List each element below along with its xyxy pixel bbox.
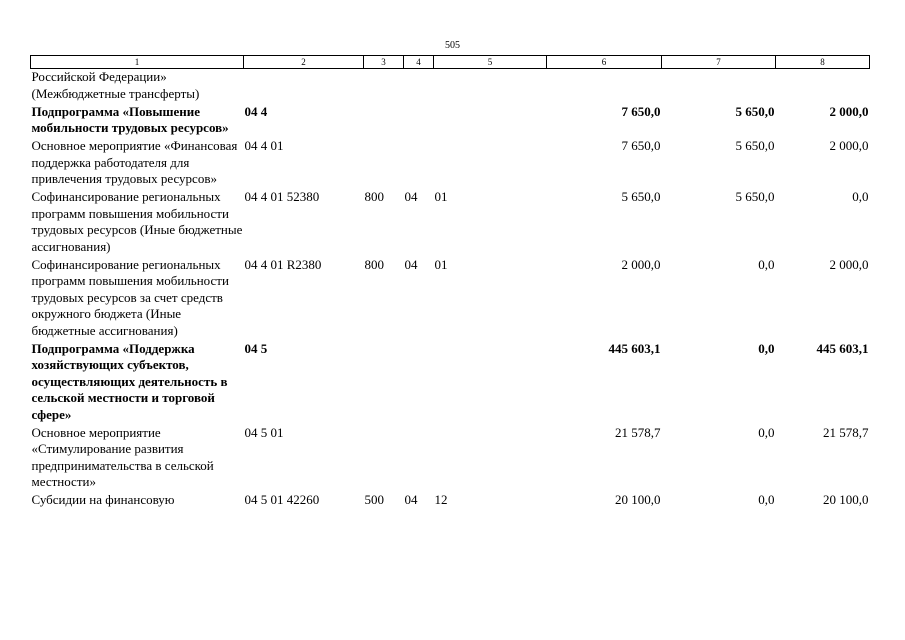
row-code: 04 4 01 52380 <box>244 189 320 204</box>
row-col5 <box>434 341 547 425</box>
header-row <box>31 56 870 69</box>
row-name: Подпрограмма «Поддержка хозяйствующих субъектов, осуществляющих деятельность в сельской местности и торговой сфере» <box>31 340 228 422</box>
row-value-7: 0,0 <box>758 340 775 356</box>
row-col4 <box>404 104 434 139</box>
table-row <box>31 257 870 341</box>
row-value-8: 445 603,1 <box>816 340 869 356</box>
header-col-3: 3 <box>364 56 404 69</box>
table-row <box>31 138 870 189</box>
row-col4: 04 <box>404 189 418 204</box>
budget-table <box>30 55 870 510</box>
row-code: 04 5 <box>244 340 268 356</box>
row-code <box>244 69 364 104</box>
table-row <box>31 425 870 493</box>
row-col5 <box>434 138 547 189</box>
table-row <box>31 104 870 139</box>
row-value-8: 20 100,0 <box>823 492 869 507</box>
row-value-7: 0,0 <box>758 256 775 272</box>
table-row <box>31 492 870 510</box>
row-col5 <box>434 425 547 493</box>
row-value-8: 2 000,0 <box>829 256 869 272</box>
row-col5: 01 <box>434 256 448 272</box>
row-name: Софинансирование региональных программ повышения мобильности трудовых ресурсов (Иные бюджетные ассигнования) <box>31 189 243 254</box>
header-col-5: 5 <box>434 56 547 69</box>
row-value-6: 7 650,0 <box>621 138 661 153</box>
row-col4: 04 <box>404 256 418 272</box>
header-col-6: 6 <box>547 56 662 69</box>
row-value-6: 5 650,0 <box>621 189 661 204</box>
row-value-7: 0,0 <box>758 424 775 440</box>
row-value-6 <box>547 69 662 104</box>
row-name: Российской Федерации» (Межбюджетные трансферты) <box>31 69 200 101</box>
row-col3: 800 <box>364 256 384 272</box>
row-value-7 <box>662 69 776 104</box>
row-value-8: 0,0 <box>852 189 869 204</box>
table-row <box>31 341 870 425</box>
row-name: Основное мероприятие «Финансовая поддержка работодателя для привлечения трудовых ресурсов» <box>31 138 238 186</box>
row-col3 <box>364 341 404 425</box>
row-col5 <box>434 104 547 139</box>
row-name: Субсидии на финансовую <box>31 492 175 507</box>
row-value-6: 7 650,0 <box>621 103 661 119</box>
row-code: 04 4 01 <box>244 138 284 153</box>
row-value-6: 445 603,1 <box>608 340 661 356</box>
row-col5: 01 <box>434 189 448 204</box>
row-value-8: 2 000,0 <box>829 103 869 119</box>
row-col5: 12 <box>434 492 448 507</box>
row-col4 <box>404 425 434 493</box>
row-value-7: 0,0 <box>758 492 775 507</box>
row-value-7: 5 650,0 <box>735 189 775 204</box>
row-value-6: 20 100,0 <box>615 492 661 507</box>
row-code: 04 5 01 <box>244 424 284 440</box>
row-col3 <box>364 138 404 189</box>
row-col4 <box>404 138 434 189</box>
row-value-8: 2 000,0 <box>829 138 869 153</box>
row-col3: 800 <box>364 189 384 204</box>
header-col-1: 1 <box>31 56 244 69</box>
page-number: 505 <box>445 40 460 51</box>
row-value-8 <box>776 69 870 104</box>
row-code: 04 5 01 42260 <box>244 492 320 507</box>
row-value-7: 5 650,0 <box>735 103 775 119</box>
row-col4: 04 <box>404 492 418 507</box>
row-col3 <box>364 69 404 104</box>
row-col3: 500 <box>364 492 384 507</box>
row-col4 <box>404 69 434 104</box>
header-col-4: 4 <box>404 56 434 69</box>
header-col-8: 8 <box>776 56 870 69</box>
row-col3 <box>364 425 404 493</box>
table-row <box>31 69 870 104</box>
row-name: Основное мероприятие «Стимулирование развития предпринимательства в сельской местности» <box>31 424 214 489</box>
row-name: Софинансирование региональных программ повышения мобильности трудовых ресурсов за счет средств окружного бюджета (Иные бюджетные ассигнования) <box>31 256 229 338</box>
row-col3 <box>364 104 404 139</box>
table-row <box>31 189 870 257</box>
header-col-7: 7 <box>662 56 776 69</box>
row-code: 04 4 <box>244 103 268 119</box>
row-value-6: 21 578,7 <box>615 424 661 440</box>
row-col4 <box>404 341 434 425</box>
row-value-6: 2 000,0 <box>621 256 661 272</box>
row-value-7: 5 650,0 <box>735 138 775 153</box>
row-value-8: 21 578,7 <box>823 424 869 440</box>
row-code: 04 4 01 R2380 <box>244 256 322 272</box>
header-col-2: 2 <box>244 56 364 69</box>
row-col5 <box>434 69 547 104</box>
row-name: Подпрограмма «Повышение мобильности трудовых ресурсов» <box>31 103 229 135</box>
